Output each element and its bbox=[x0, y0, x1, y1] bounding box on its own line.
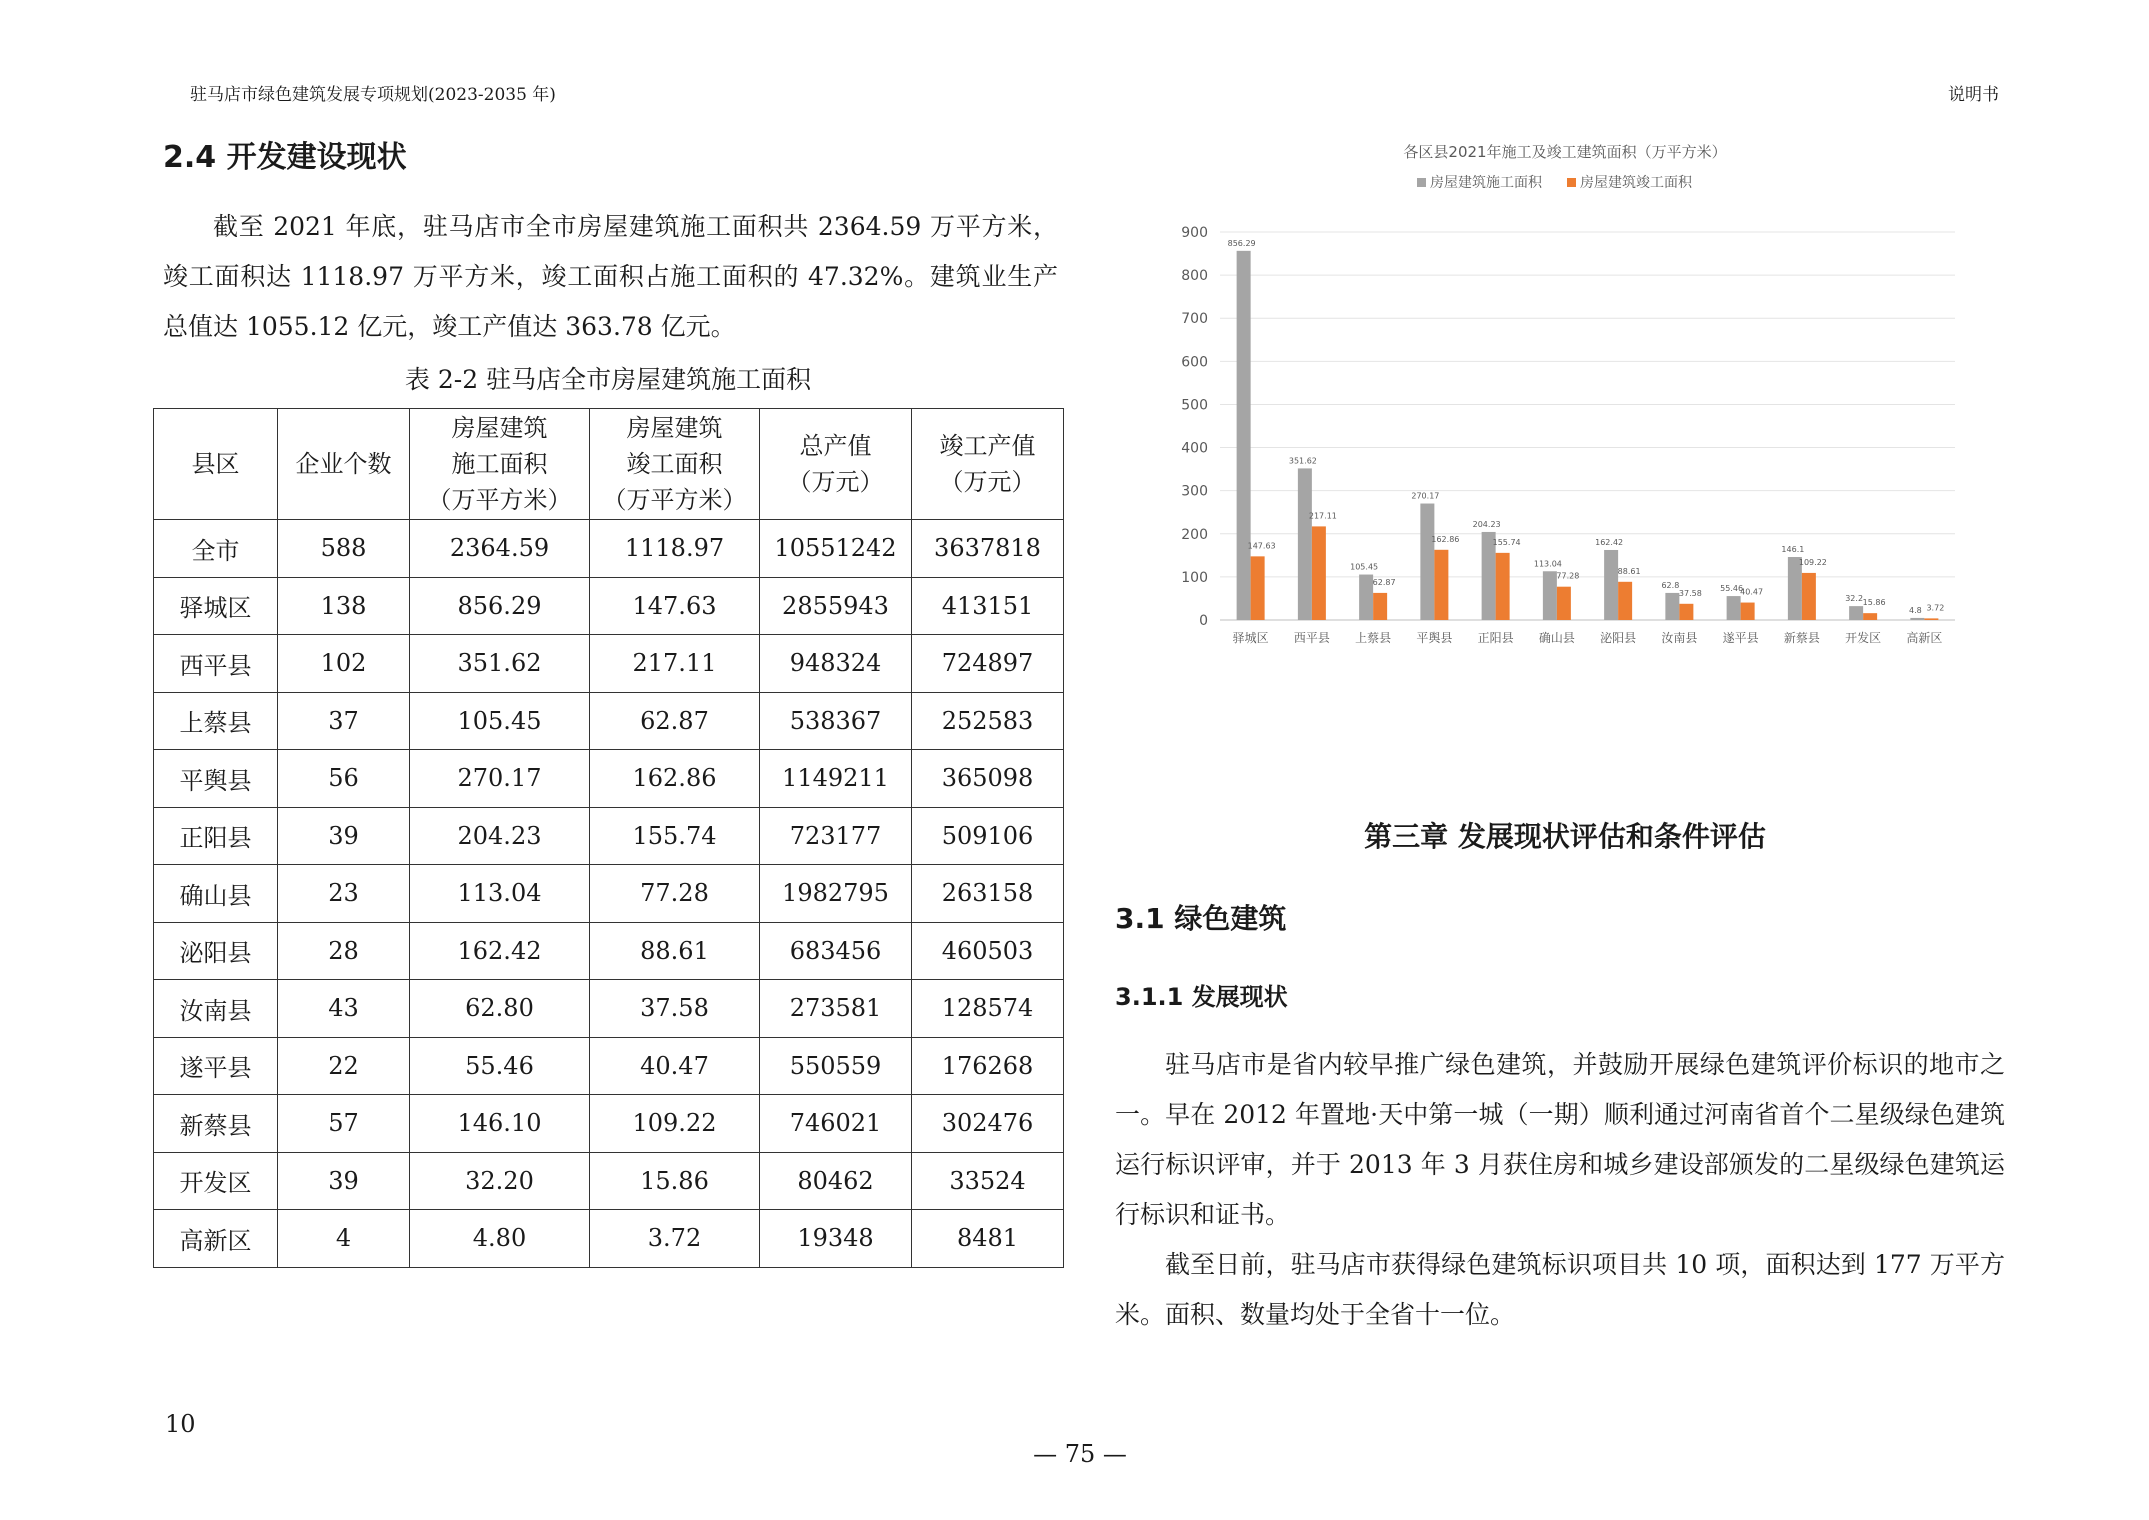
bar-data-label: 15.86 bbox=[1862, 598, 1886, 608]
x-tick-label: 上蔡县 bbox=[1355, 631, 1392, 645]
chapter-3-body bbox=[1115, 1040, 2005, 1340]
table-cell: 62.87 bbox=[590, 692, 760, 750]
bar-data-label: 204.23 bbox=[1472, 519, 1501, 529]
table-cell: 80462 bbox=[760, 1152, 912, 1210]
bar-data-label: 856.29 bbox=[1227, 238, 1256, 248]
table-row bbox=[154, 1037, 1064, 1095]
bar-completion bbox=[1924, 618, 1938, 620]
x-tick-label: 正阳县 bbox=[1477, 631, 1514, 645]
page-number: — 75 — bbox=[1033, 1440, 1127, 1468]
table-cell: 43 bbox=[278, 980, 410, 1038]
bar-completion bbox=[1802, 573, 1816, 620]
bar-data-label: 4.8 bbox=[1909, 605, 1922, 615]
table-cell: 724897 bbox=[912, 635, 1064, 693]
bar-data-label: 351.62 bbox=[1288, 456, 1317, 466]
bar-data-label: 77.28 bbox=[1556, 571, 1580, 581]
legend-swatch-completion bbox=[1567, 178, 1576, 187]
x-tick-label: 确山县 bbox=[1538, 631, 1575, 645]
table-cell: 8481 bbox=[912, 1210, 1064, 1268]
chapter-3-paragraph-1: 驻马店市是省内较早推广绿色建筑，并鼓励开展绿色建筑评价标识的地市之一。早在 2012 年置地·天中第一城（一期）顺利通过河南省首个二星级绿色建筑运行标识评审，并于 2013 年 3 月获住房和城乡建设部颁发的二星级绿色建筑运行标识和证书。 bbox=[1115, 1050, 2005, 1229]
bar-construction bbox=[1910, 618, 1924, 620]
bar-data-label: 32.2 bbox=[1845, 594, 1864, 604]
table-cell: 10551242 bbox=[760, 520, 912, 578]
table-header-cell: 房屋建筑 竣工面积 （万平方米） bbox=[590, 409, 760, 520]
table-cell: 32.20 bbox=[410, 1152, 590, 1210]
table-cell: 1982795 bbox=[760, 865, 912, 923]
table-cell: 39 bbox=[278, 807, 410, 865]
legend-label-construction: 房屋建筑施工面积 bbox=[1430, 175, 1542, 191]
table-cell: 509106 bbox=[912, 807, 1064, 865]
bar-completion bbox=[1679, 604, 1693, 620]
table-cell: 28 bbox=[278, 922, 410, 980]
bar-data-label: 147.63 bbox=[1247, 541, 1276, 551]
table-cell: 538367 bbox=[760, 692, 912, 750]
table-cell: 平舆县 bbox=[154, 750, 278, 808]
table-cell: 1149211 bbox=[760, 750, 912, 808]
section-2-4-paragraph: 截至 2021 年底，驻马店市全市房屋建筑施工面积共 2364.59 万平方米，竣工面积达 1118.97 万平方米，竣工面积占施工面积的 47.32%。建筑业生产总值达 1055.12 亿元，竣工产值达 363.78 亿元。 bbox=[163, 212, 1058, 341]
bar-data-label: 146.1 bbox=[1781, 545, 1805, 555]
table-row bbox=[154, 865, 1064, 923]
x-tick-label: 西平县 bbox=[1293, 631, 1330, 645]
table-cell: 113.04 bbox=[410, 865, 590, 923]
table-cell: 273581 bbox=[760, 980, 912, 1038]
x-tick-label: 汝南县 bbox=[1661, 631, 1698, 645]
table-cell: 40.47 bbox=[590, 1037, 760, 1095]
table-row bbox=[154, 1152, 1064, 1210]
y-tick-label: 400 bbox=[1181, 440, 1208, 457]
table-cell: 856.29 bbox=[410, 577, 590, 635]
table-cell: 遂平县 bbox=[154, 1037, 278, 1095]
table-header-cell: 县区 bbox=[154, 409, 278, 520]
table-cell: 252583 bbox=[912, 692, 1064, 750]
table-cell: 15.86 bbox=[590, 1152, 760, 1210]
table-cell: 33524 bbox=[912, 1152, 1064, 1210]
x-tick-label: 平舆县 bbox=[1416, 631, 1453, 645]
table-cell: 204.23 bbox=[410, 807, 590, 865]
table-cell: 413151 bbox=[912, 577, 1064, 635]
table-body bbox=[154, 520, 1064, 1268]
table-cell: 22 bbox=[278, 1037, 410, 1095]
section-3-1-1-heading: 3.1.1 发展现状 bbox=[1115, 983, 1288, 1011]
table-cell: 162.42 bbox=[410, 922, 590, 980]
table-cell: 3.72 bbox=[590, 1210, 760, 1268]
bar-completion bbox=[1863, 613, 1877, 620]
table-row bbox=[154, 922, 1064, 980]
bar-completion bbox=[1496, 553, 1510, 620]
chapter-3-title: 第三章 发展现状评估和条件评估 bbox=[1364, 820, 1766, 853]
bar-completion bbox=[1251, 556, 1265, 620]
table-cell: 2364.59 bbox=[410, 520, 590, 578]
bar-completion bbox=[1557, 587, 1571, 620]
chapter-3-paragraph-2: 截至日前，驻马店市获得绿色建筑标识项目共 10 项，面积达到 177 万平方米。面积、数量均处于全省十一位。 bbox=[1115, 1250, 2005, 1329]
x-tick-label: 高新区 bbox=[1906, 631, 1943, 645]
bar-construction bbox=[1849, 606, 1863, 620]
y-tick-label: 800 bbox=[1181, 268, 1208, 285]
table-cell: 4 bbox=[278, 1210, 410, 1268]
bar-data-label: 88.61 bbox=[1617, 566, 1641, 576]
table-header-cell: 房屋建筑 施工面积 （万平方米） bbox=[410, 409, 590, 520]
table-cell: 270.17 bbox=[410, 750, 590, 808]
bar-construction bbox=[1543, 571, 1557, 620]
bar-data-label: 40.47 bbox=[1740, 587, 1764, 597]
table-cell: 146.10 bbox=[410, 1095, 590, 1153]
legend-label-completion: 房屋建筑竣工面积 bbox=[1580, 175, 1692, 191]
table-cell: 56 bbox=[278, 750, 410, 808]
table-row bbox=[154, 692, 1064, 750]
table-cell: 88.61 bbox=[590, 922, 760, 980]
table-cell: 57 bbox=[278, 1095, 410, 1153]
chart-bars bbox=[1228, 239, 1945, 620]
table-row bbox=[154, 1095, 1064, 1153]
table-row bbox=[154, 750, 1064, 808]
building-area-table bbox=[153, 408, 1064, 1268]
table-cell: 365098 bbox=[912, 750, 1064, 808]
table-row bbox=[154, 635, 1064, 693]
table-cell: 948324 bbox=[760, 635, 912, 693]
bar-construction bbox=[1727, 596, 1741, 620]
table-cell: 正阳县 bbox=[154, 807, 278, 865]
chart-gridlines bbox=[1220, 232, 1955, 620]
table-cell: 39 bbox=[278, 1152, 410, 1210]
bar-data-label: 162.86 bbox=[1431, 534, 1460, 544]
table-cell: 开发区 bbox=[154, 1152, 278, 1210]
y-tick-label: 200 bbox=[1181, 526, 1208, 543]
table-cell: 746021 bbox=[760, 1095, 912, 1153]
table-row bbox=[154, 520, 1064, 578]
table-cell: 263158 bbox=[912, 865, 1064, 923]
bar-data-label: 113.04 bbox=[1533, 559, 1562, 569]
bar-completion bbox=[1741, 603, 1755, 620]
table-cell: 460503 bbox=[912, 922, 1064, 980]
x-tick-label: 新蔡县 bbox=[1783, 631, 1820, 645]
bar-completion bbox=[1312, 526, 1326, 620]
table-cell: 138 bbox=[278, 577, 410, 635]
table-row bbox=[154, 1210, 1064, 1268]
table-cell: 4.80 bbox=[410, 1210, 590, 1268]
table-cell: 新蔡县 bbox=[154, 1095, 278, 1153]
table-cell: 128574 bbox=[912, 980, 1064, 1038]
y-tick-label: 700 bbox=[1181, 311, 1208, 328]
bar-completion bbox=[1373, 593, 1387, 620]
table-cell: 泌阳县 bbox=[154, 922, 278, 980]
bar-data-label: 105.45 bbox=[1350, 562, 1379, 572]
building-area-table-wrapper bbox=[153, 408, 1064, 1268]
table-row bbox=[154, 577, 1064, 635]
bar-construction bbox=[1237, 251, 1251, 620]
section-3-1-heading: 3.1 绿色建筑 bbox=[1115, 902, 1287, 935]
table-cell: 全市 bbox=[154, 520, 278, 578]
table-cell: 102 bbox=[278, 635, 410, 693]
table-row bbox=[154, 807, 1064, 865]
table-cell: 19348 bbox=[760, 1210, 912, 1268]
bar-data-label: 55.46 bbox=[1720, 584, 1744, 594]
bar-data-label: 37.58 bbox=[1678, 588, 1702, 598]
y-tick-label: 100 bbox=[1181, 569, 1208, 586]
bar-data-label: 162.42 bbox=[1595, 537, 1624, 547]
area-bar-chart bbox=[1155, 135, 1975, 655]
chart-title: 各区县2021年施工及竣工建筑面积（万平方米） bbox=[1403, 143, 1727, 161]
table-cell: 155.74 bbox=[590, 807, 760, 865]
table-cell: 37.58 bbox=[590, 980, 760, 1038]
x-tick-label: 泌阳县 bbox=[1600, 631, 1637, 645]
bar-construction bbox=[1298, 468, 1312, 620]
table-cell: 588 bbox=[278, 520, 410, 578]
table-row bbox=[154, 980, 1064, 1038]
bar-data-label: 3.72 bbox=[1926, 603, 1945, 613]
table-cell: 1118.97 bbox=[590, 520, 760, 578]
x-tick-label: 驿城区 bbox=[1232, 631, 1269, 645]
table-cell: 上蔡县 bbox=[154, 692, 278, 750]
table-cell: 351.62 bbox=[410, 635, 590, 693]
bar-data-label: 217.11 bbox=[1308, 511, 1337, 521]
table-cell: 高新区 bbox=[154, 1210, 278, 1268]
section-2-4-heading: 2.4 开发建设现状 bbox=[163, 140, 407, 175]
table-cell: 109.22 bbox=[590, 1095, 760, 1153]
bar-data-label: 62.8 bbox=[1661, 580, 1680, 590]
table-header-row bbox=[154, 409, 1064, 520]
table-cell: 683456 bbox=[760, 922, 912, 980]
bar-data-label: 155.74 bbox=[1492, 537, 1521, 547]
table-cell: 驿城区 bbox=[154, 577, 278, 635]
table-header-cell: 总产值 （万元） bbox=[760, 409, 912, 520]
inner-page-number: 10 bbox=[165, 1410, 196, 1438]
table-cell: 723177 bbox=[760, 807, 912, 865]
table-header-cell: 企业个数 bbox=[278, 409, 410, 520]
table-cell: 105.45 bbox=[410, 692, 590, 750]
table-cell: 汝南县 bbox=[154, 980, 278, 1038]
table-caption: 表 2-2 驻马店全市房屋建筑施工面积 bbox=[404, 365, 812, 394]
y-tick-label: 0 bbox=[1199, 613, 1208, 629]
legend-swatch-construction bbox=[1417, 178, 1426, 187]
y-tick-label: 500 bbox=[1181, 397, 1208, 414]
chart-x-axis bbox=[1233, 630, 1943, 645]
table-cell: 147.63 bbox=[590, 577, 760, 635]
table-cell: 23 bbox=[278, 865, 410, 923]
x-tick-label: 遂平县 bbox=[1722, 631, 1759, 645]
x-tick-label: 开发区 bbox=[1845, 631, 1882, 645]
document-header-title: 驻马店市绿色建筑发展专项规划(2023-2035 年) bbox=[190, 85, 556, 105]
bar-completion bbox=[1618, 582, 1632, 620]
y-tick-label: 600 bbox=[1181, 354, 1208, 371]
table-cell: 77.28 bbox=[590, 865, 760, 923]
bar-data-label: 62.87 bbox=[1372, 577, 1396, 587]
bar-construction bbox=[1420, 504, 1434, 620]
bar-construction bbox=[1604, 550, 1618, 620]
table-cell: 37 bbox=[278, 692, 410, 750]
bar-construction bbox=[1359, 575, 1373, 620]
table-cell: 550559 bbox=[760, 1037, 912, 1095]
bar-completion bbox=[1434, 550, 1448, 620]
chart-y-axis bbox=[1181, 225, 1208, 629]
table-cell: 176268 bbox=[912, 1037, 1064, 1095]
y-tick-label: 900 bbox=[1181, 225, 1208, 241]
table-cell: 162.86 bbox=[590, 750, 760, 808]
bar-construction bbox=[1665, 593, 1679, 620]
table-cell: 217.11 bbox=[590, 635, 760, 693]
table-cell: 302476 bbox=[912, 1095, 1064, 1153]
bar-data-label: 270.17 bbox=[1411, 491, 1440, 501]
y-tick-label: 300 bbox=[1181, 483, 1208, 500]
table-cell: 3637818 bbox=[912, 520, 1064, 578]
table-cell: 西平县 bbox=[154, 635, 278, 693]
table-cell: 确山县 bbox=[154, 865, 278, 923]
table-header-cell: 竣工产值 （万元） bbox=[912, 409, 1064, 520]
chart-legend bbox=[1417, 174, 1693, 191]
bar-data-label: 109.22 bbox=[1798, 557, 1827, 567]
table-cell: 2855943 bbox=[760, 577, 912, 635]
document-header-label: 说明书 bbox=[1948, 85, 1999, 105]
table-cell: 62.80 bbox=[410, 980, 590, 1038]
table-cell: 55.46 bbox=[410, 1037, 590, 1095]
